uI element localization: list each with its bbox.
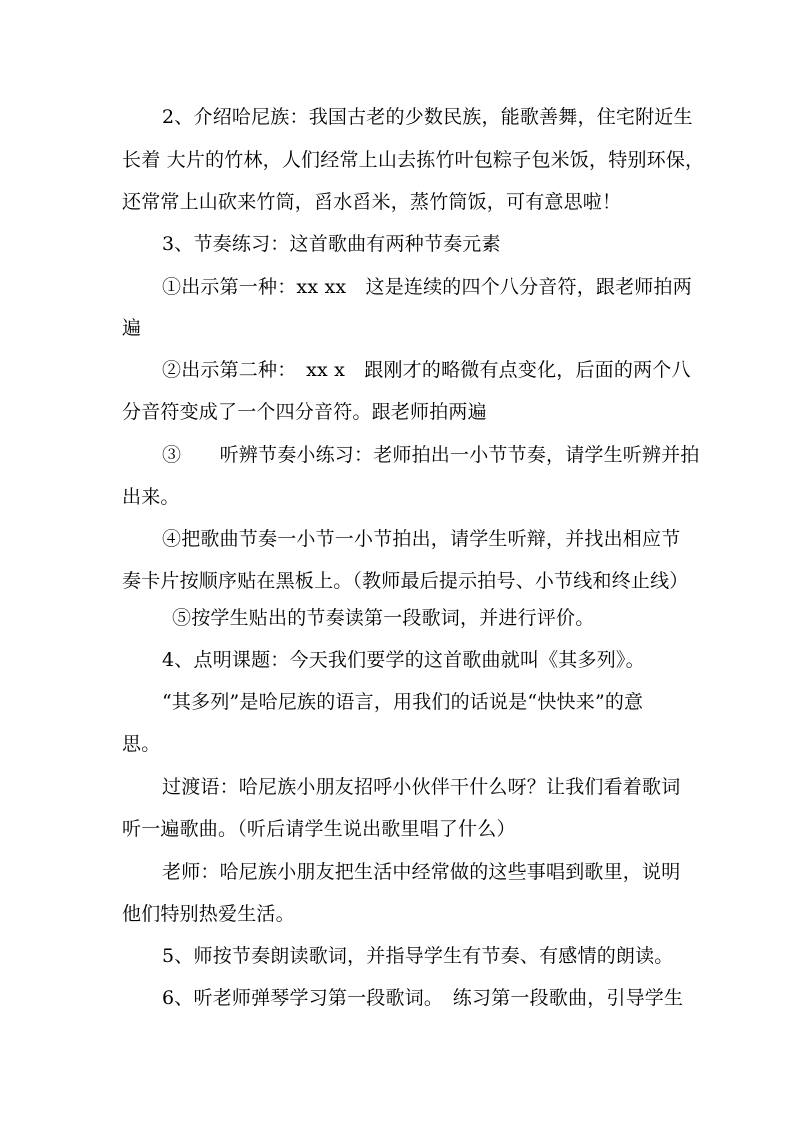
rhythm-item-3-line-1: ③ 听辨节奏小练习：老师拍出一小节节奏，请学生听辨并拍 [162, 444, 700, 466]
transition-line-2: 听一遍歌曲。（听后请学生说出歌里唱了什么） [122, 818, 516, 840]
paragraph-4-line-2: “其多列”是哈尼族的语言，用我们的话说是“快快来”的意 [162, 691, 644, 713]
rhythm-item-5: ⑤按学生贴出的节奏读第一段歌词，并进行评价。 [172, 607, 595, 629]
rhythm-item-2-line-1: ②出示第二种： xx x 跟刚才的略微有点变化，后面的两个八 [162, 359, 691, 381]
paragraph-2-line-3: 还常常上山砍来竹筒，舀水舀米，蒸竹筒饭，可有意思啦！ [122, 191, 622, 213]
paragraph-4-heading: 4、点明课题：今天我们要学的这首歌曲就叫《其多列》。 [162, 649, 645, 671]
paragraph-5: 5、师按节奏朗读歌词，并指导学生有节奏、有感情的朗读。 [162, 945, 674, 967]
rhythm-item-2-line-2: 分音符变成了一个四分音符。跟老师拍两遍 [122, 401, 487, 423]
paragraph-6: 6、听老师弹琴学习第一段歌词。 练习第一段歌曲，引导学生 [162, 987, 684, 1009]
teacher-line-2: 他们特别热爱生活。 [122, 903, 295, 925]
rhythm-item-3-line-2: 出来。 [122, 486, 180, 508]
teacher-line-1: 老师：哈尼族小朋友把生活中经常做的这些事唱到歌里，说明 [162, 861, 681, 883]
paragraph-4-line-3: 思。 [122, 733, 161, 755]
paragraph-2-line-2: 长着 大片的竹林，人们经常上山去拣竹叶包粽子包米饭，特别环保， [122, 149, 705, 171]
rhythm-item-4-line-2: 奏卡片按顺序贴在黑板上。（教师最后提示拍号、小节线和终止线） [122, 570, 689, 592]
rhythm-item-1-line-2: 遍 [122, 317, 142, 339]
paragraph-2-line-1: 2、介绍哈尼族：我国古老的少数民族，能歌善舞，住宅附近生 [162, 106, 693, 128]
rhythm-item-1-line-1: ①出示第一种：xx xx 这是连续的四个八分音符，跟老师拍两 [162, 276, 692, 298]
transition-line-1: 过渡语：哈尼族小朋友招呼小伙伴干什么呀？让我们看着歌词 [162, 776, 681, 798]
rhythm-item-4-line-1: ④把歌曲节奏一小节一小节拍出，请学生听辩，并找出相应节 [162, 528, 681, 550]
paragraph-3-heading: 3、节奏练习：这首歌曲有两种节奏元素 [162, 233, 501, 255]
